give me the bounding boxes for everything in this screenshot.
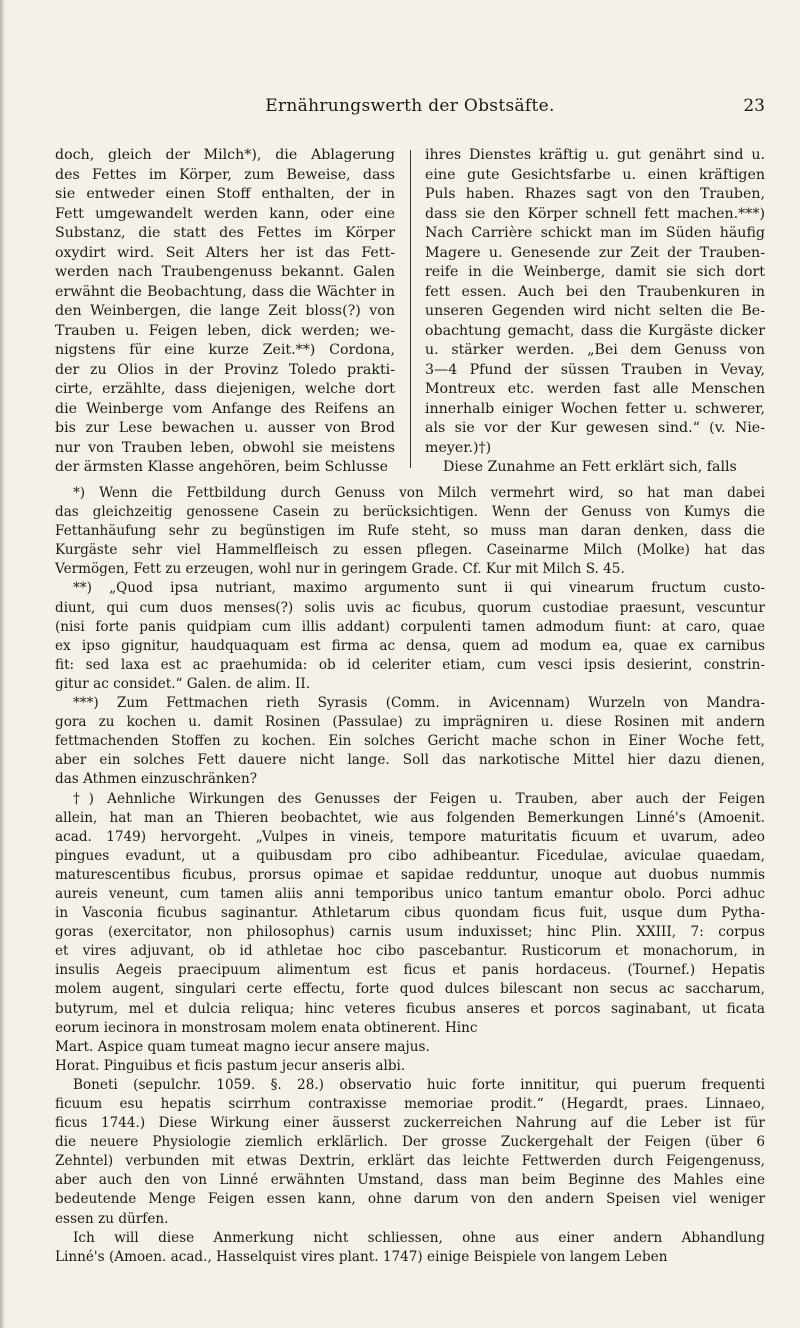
text-line: werden nach Traubengenuss bekannt. Galen <box>55 264 395 280</box>
text-line: sie entweder einen Stoff enthalten, der in <box>55 186 395 202</box>
text-line: den Weinbergen, die lange Zeit bloss(?) von <box>55 303 395 319</box>
footnote-line: Ich will diese Anmerkung nicht schliessen, ohne aus einer andern Abhandlung <box>73 1229 765 1246</box>
text-line: nur von Trauben leben, obwohl sie meistens <box>55 439 395 456</box>
text-line: doch, gleich der Milch*), die Ablagerung <box>55 147 395 163</box>
footnote-line: eorum iecinora in monstrosam molem enata obtinerent. Hinc <box>55 1019 478 1036</box>
footnote-line: (nisi forte panis quidpiam cum illis addant) corpulenti tamen admodum fiunt: at caro, quae <box>55 618 765 635</box>
text-line: nigstens für eine kurze Zeit.**) Cordona, <box>55 342 395 358</box>
footnote-line: essen zu dürfen. <box>55 1210 169 1227</box>
footnote-line: Boneti (sepulchr. 1059. §. 28.) observatio huic forte innititur, qui puerum frequenti <box>73 1076 765 1093</box>
page-number: 23 <box>743 96 765 116</box>
footnote-line: gora zu kochen u. damit Rosinen (Passulae) zu imprägniren u. diese Rosinen mit andern <box>55 714 765 731</box>
footnote-line: **) „Quod ipsa nutriant, maximo argumento sunt ii qui vinearum fructum custo- <box>73 580 765 597</box>
right-column <box>425 146 765 478</box>
footnotes <box>55 484 765 1267</box>
text-line: Fett umgewandelt werden kann, oder eine <box>55 205 395 222</box>
footnote-line: allein, hat man an Thieren beobachtet, wie aus folgenden Bemerkungen Linné's (Amoenit. <box>55 809 765 826</box>
text-line: eine gute Gesichtsfarbe u. einen kräftigen <box>425 166 765 183</box>
text-line: reife in die Weinberge, damit sie sich dort <box>425 264 765 280</box>
footnote-line: Vermögen, Fett zu erzeugen, wohl nur in geringem Grade. Cf. Kur mit Milch S. 45. <box>55 561 625 578</box>
footnote-line: fettmachenden Stoffen zu kochen. Ein solches Gericht mache schon in Einer Woche fett, <box>55 733 765 750</box>
footnote-line: Linné's (Amoen. acad., Hasselquist vires plant. 1747) einige Beispiele von langem Leben <box>55 1248 668 1265</box>
footnote-line: Mart. Aspice quam tumeat magno iecur ansere majus. <box>55 1038 430 1055</box>
footnote-line: Zehntel) verbunden mit etwas Dextrin, erklärt das leichte Fettwerden durch Feigengenuss, <box>55 1153 765 1170</box>
text-line: dass sie den Körper schnell fett machen.***) <box>425 205 765 222</box>
column-divider <box>410 150 411 468</box>
text-line: bis zur Lese bewachen u. ausser von Brod <box>55 420 395 436</box>
body-columns <box>55 146 765 474</box>
page-header <box>55 96 765 122</box>
page-edge <box>0 0 4 1328</box>
footnote-line: ficus 1744.) Diese Wirkung einer äusserst zuckerreichen Nahrung auf die Leber ist für <box>55 1115 765 1132</box>
footnote-line: bedeutende Menge Feigen essen kann, ohne darum von den andern Speisen viel weniger <box>55 1191 765 1208</box>
text-line: 3—4 Pfund der süssen Trauben in Vevay, <box>425 361 765 378</box>
footnote-line: die neuere Physiologie ziemlich erklärlich. Der grosse Zuckergehalt der Feigen (über 6 <box>55 1134 765 1151</box>
footnote-line: goras (exercitator, non philosophus) carnis usum induxisset; hinc Plin. XXIII, 7: corpus <box>55 924 765 941</box>
footnote-line: aber auch den von Linné erwähnten Umstand, dass man beim Beginne des Mahles eine <box>55 1172 765 1189</box>
footnote-line: gitur ac considet.“ Galen. de alim. II. <box>55 675 311 692</box>
text-line: des Fettes im Körper, zum Beweise, dass <box>55 166 395 183</box>
text-line: innerhalb einiger Wochen fetter u. schwerer, <box>425 400 765 417</box>
footnote-line: Fettanhäufung sehr zu begünstigen im Rufe steht, so muss man daran denken, dass die <box>55 523 765 540</box>
footnote-line: ***) Zum Fettmachen rieth Syrasis (Comm. in Avicennam) Wurzeln von Mandra- <box>73 695 765 712</box>
footnote-line: diunt, qui cum duos menses(?) solis uvis ac ficubus, quorum custodiae praesunt, vescuntur <box>55 599 765 616</box>
text-line: obachtung gemacht, dass die Kurgäste dicker <box>425 322 765 339</box>
footnote-line: in Vasconia ficubus saginantur. Athletarum cibus quondam ficus fuit, usque dum Pytha- <box>55 905 765 922</box>
footnote-line: molem augent, singulari certe effectu, forte quod dulces bilescant non secus ac saccharum, <box>55 981 765 998</box>
footnote-line: Kurgäste sehr viel Hammelfleisch zu essen pflegen. Caseinarme Milch (Molke) hat das <box>55 542 765 559</box>
text-line: fett essen. Auch bei den Traubenkuren in <box>425 283 765 300</box>
left-column <box>55 146 395 478</box>
text-line: der zu Olios in der Provinz Toledo prakti- <box>55 361 395 378</box>
text-line: als sie vor der Kur gewesen sind.“ (v. Nie- <box>425 420 765 436</box>
footnote-line: acad. 1749) hervorgeht. „Vulpes in vineis, tempore maturitatis ficuum et uvarum, adeo <box>55 828 765 845</box>
footnote-line: et vires adjuvant, ob id athletae hoc cibo pascebantur. Rusticorum et monachorum, in <box>55 943 765 960</box>
footnote-line: Horat. Pinguibus et ficis pastum jecur anseris albi. <box>55 1057 406 1074</box>
text-line: meyer.)†) <box>425 439 492 456</box>
text-line: Montreux etc. werden fast alle Menschen <box>425 381 765 397</box>
footnote-line: butyrum, mel et dulcia reliqua; hinc veteres ficubus anseres et porcos saginabant, ut ficata <box>55 1000 765 1017</box>
footnote-line: aber ein solches Fett dauere nicht lange. Soll das narkotische Mittel hier dazu dienen, <box>55 752 765 769</box>
text-line: die Weinberge vom Anfange des Reifens an <box>55 400 395 417</box>
text-line: Trauben u. Feigen leben, dick werden; we- <box>55 322 395 339</box>
footnote-line: fit: sed laxa est ac praehumida: ob id celeriter etiam, cum vesci ipsis desierint, constrin- <box>55 656 765 673</box>
footnote-line: pingues evadunt, ut a quibusdam pro cibo adhibeantur. Ficedulae, aviculae quaedam, <box>55 847 765 864</box>
footnote-line: das Athmen einzuschränken? <box>55 771 258 788</box>
text-line: der ärmsten Klasse angehören, beim Schlusse <box>55 459 389 475</box>
footnote-line: aureis veneunt, cum tamen aliis anni temporibus unico tantum emantur obolo. Porci adhuc <box>55 885 765 902</box>
footnote-line: maturescentibus ficubus, prorsus opimae et sapidae redduntur, unoque aut duobus nummis <box>55 866 765 883</box>
footnote-line: †) Aehnliche Wirkungen des Genusses der Feigen u. Trauben, aber auch der Feigen <box>73 790 765 807</box>
text-line: Puls haben. Rhazes sagt von den Trauben, <box>425 186 765 202</box>
footnote-line: insulis Aegeis praecipuum alimentum est ficus et panis hordaceus. (Tournef.) Hepatis <box>55 962 765 979</box>
footnote-line: das gleichzeitig genossene Casein zu berücksichtigen. Wenn der Genuss von Kumys die <box>55 504 765 521</box>
text-line: erwähnt die Beobachtung, dass die Wächter in <box>55 283 395 300</box>
footnote-line: *) Wenn die Fettbildung durch Genuss von Milch vermehrt wird, so hat man dabei <box>73 485 765 501</box>
text-line: Substanz, die statt des Fettes im Körper <box>55 225 395 241</box>
text-line: u. stärker werden. „Bei dem Genuss von <box>425 342 765 358</box>
page-title: Ernährungswerth der Obstsäfte. <box>265 96 555 116</box>
text-line: ihres Dienstes kräftig u. gut genährt sind u. <box>425 147 765 163</box>
text-line: Diese Zunahme an Fett erklärt sich, falls <box>443 459 737 475</box>
text-line: unseren Gegenden wird nicht selten die Be- <box>425 303 765 319</box>
text-line: Magere u. Genesende zur Zeit der Trauben- <box>425 244 765 261</box>
footnote-line: ficuum esu hepatis scirrhum contraxisse memoriae prodit.“ (Hegardt, praes. Linnaeo, <box>55 1096 765 1112</box>
text-line: oxydirt wird. Seit Alters her ist das Fett- <box>55 244 395 261</box>
footnote-line: ex ipso gignitur, haudquaquam est firma ac densa, quem ad modum ea, quae ex carnibus <box>55 637 765 654</box>
text-line: Nach Carrière schickt man im Süden häufig <box>425 225 765 241</box>
text-line: cirte, erzählte, dass diejenigen, welche dort <box>55 381 395 397</box>
